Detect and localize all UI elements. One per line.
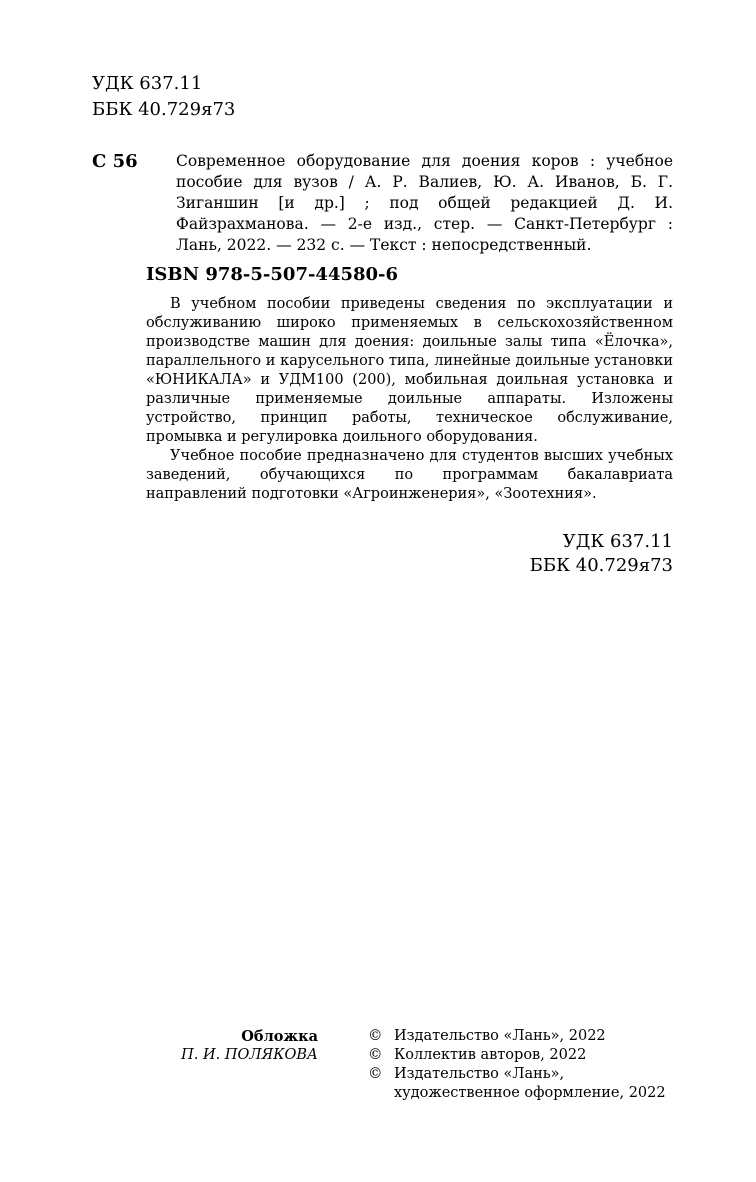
bbk-footer: ББК 40.729я73 [529, 555, 673, 576]
copyright-design [394, 1065, 666, 1103]
isbn: ISBN 978-5-507-44580-6 [146, 264, 399, 285]
copyright-authors: Коллектив авторов, 2022 [394, 1047, 587, 1063]
udk-header: УДК 637.11 [92, 73, 203, 94]
copyright-symbol: © [368, 1066, 383, 1082]
udk-footer: УДК 637.11 [562, 531, 673, 552]
copyright-publisher: Издательство «Лань», 2022 [394, 1028, 606, 1044]
abstract [146, 295, 673, 504]
cover-label: Обложка [241, 1028, 318, 1045]
catalog-entry: Современное оборудование для доения коров : учебное пособие для вузов / А. Р. Валиев, Ю. А. Иванов, Б. Г. Зиганшин [и др.] ; под общей редакцией Д. И. Файзрахманова. — 2-е изд., стер. — Санкт-Петербург : Лань, 2022. — 232 с. — Текст : непосредственный. [176, 152, 673, 254]
cover-credit [118, 1027, 318, 1065]
copyright-line [368, 1046, 666, 1065]
abstract-paragraph-1: В учебном пособии приведены сведения по эксплуатации и обслуживанию широко применяемых в сельскохозяйственном производстве машин для доения: доильные залы типа «Ёлочка», параллельного и карусельного типа, линейные доильные установки «ЮНИКАЛА» и УДМ100 (200), мобильная доильная установка и различные применяемые доильные аппараты. Изложены устройство, принцип работы, техническое обслуживание, промывка и регулировка доильного оборудования. [146, 296, 673, 445]
catalog-code: С 56 [92, 151, 138, 172]
abstract-paragraph-2: Учебное пособие предназначено для студентов высших учебных заведений, обучающихся по программам бакалавриата направлений подготовки «Агроинженерия», «Зоотехния». [146, 448, 673, 502]
bbk-header: ББК 40.729я73 [92, 99, 236, 120]
copyright-symbol: © [368, 1028, 383, 1044]
cover-artist: П. И. ПОЛЯКОВА [181, 1047, 318, 1063]
copyright-symbol: © [368, 1047, 383, 1063]
copyright-design-note: художественное оформление, 2022 [394, 1085, 666, 1101]
copyright-line [368, 1027, 666, 1046]
copyright-line [368, 1065, 666, 1103]
copyright-design-publisher: Издательство «Лань», [394, 1066, 565, 1082]
copyright-block [368, 1027, 666, 1103]
